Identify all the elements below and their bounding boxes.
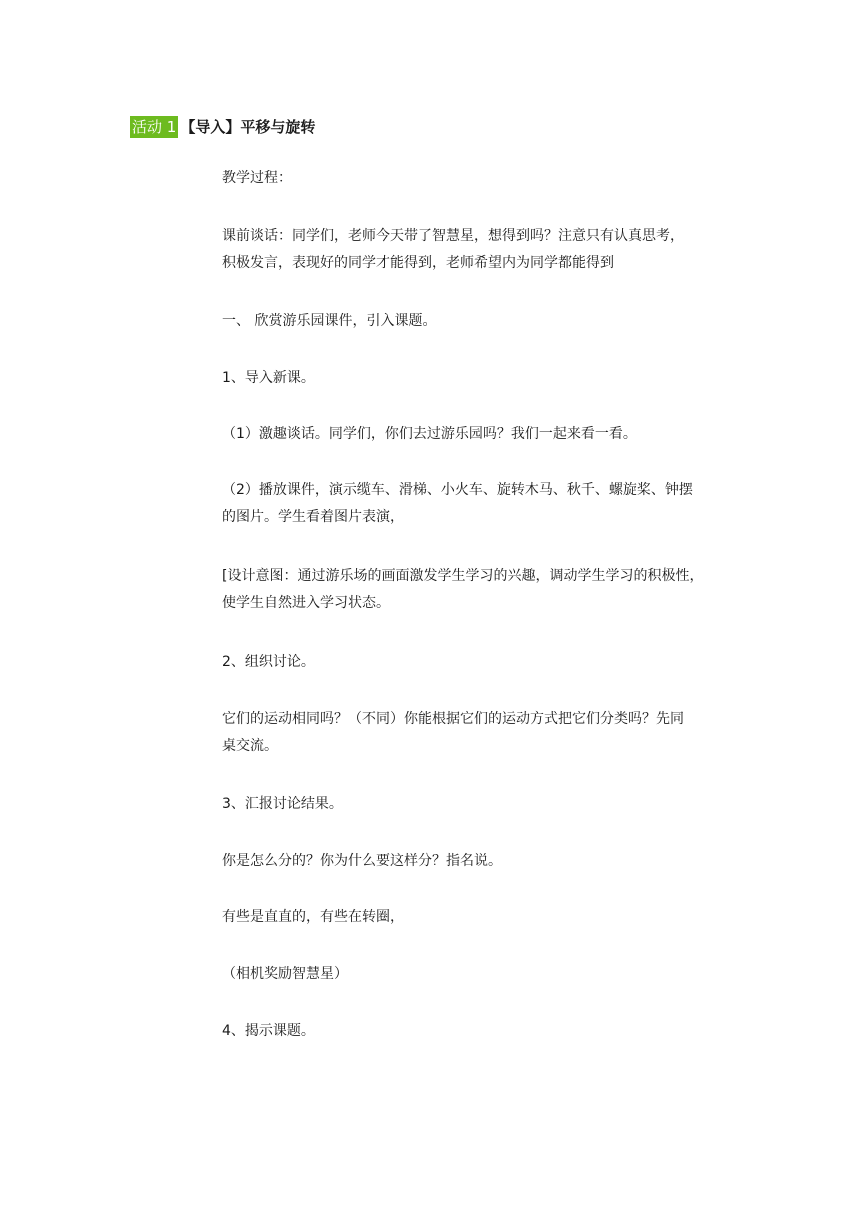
paragraph-line: （2）播放课件，演示缆车、滑梯、小火车、旋转木马、秋千、螺旋桨、钟摆 [222,482,693,498]
paragraph [222,649,315,676]
paragraph-line: 课前谈话：同学们，老师今天带了智慧星，想得到吗？注意只有认真思考， [222,228,684,244]
paragraph-line: [设计意图：通过游乐场的画面激发学生学习的兴趣，调动学生学习的积极性， [222,568,704,584]
activity-heading [130,116,315,138]
paragraph-line: 你是怎么分的？你为什么要这样分？指名说。 [222,853,502,869]
paragraph [222,904,404,931]
paragraph-line: 使学生自然进入学习状态。 [222,595,390,611]
paragraph [222,1018,315,1045]
paragraph [222,563,703,617]
paragraph [222,791,343,818]
paragraph [222,706,684,760]
activity-title: 【导入】平移与旋转 [180,118,316,136]
paragraph-line: 的图片。学生看着图片表演， [222,509,404,525]
paragraph [222,365,315,392]
activity-tag: 活动 1 [132,118,177,136]
paragraph-line: 3、汇报讨论结果。 [222,796,343,812]
paragraph-line: 4、揭示课题。 [222,1023,315,1039]
paragraph-line: 积极发言，表现好的同学才能得到，老师希望内为同学都能得到 [222,255,614,271]
paragraph-line: 有些是直直的，有些在转圈， [222,909,404,925]
paragraph-line: 它们的运动相同吗？（不同）你能根据它们的运动方式把它们分类吗？先同 [222,711,684,727]
paragraph-line: 教学过程： [222,170,292,186]
paragraph-line: 1、导入新课。 [222,370,315,386]
paragraph-line: （相机奖励智慧星） [222,966,348,982]
paragraph [222,848,502,875]
paragraph-line: （1）激趣谈话。同学们，你们去过游乐园吗？我们一起来看一看。 [222,426,637,442]
paragraph [222,223,684,277]
paragraph-line: 桌交流。 [222,738,278,754]
paragraph-line: 2、组织讨论。 [222,654,315,670]
paragraph [222,421,637,448]
paragraph [222,961,348,988]
paragraph [222,477,693,531]
paragraph [222,308,436,335]
paragraph-line: 一、 欣赏游乐园课件，引入课题。 [222,313,437,329]
paragraph [222,165,292,192]
